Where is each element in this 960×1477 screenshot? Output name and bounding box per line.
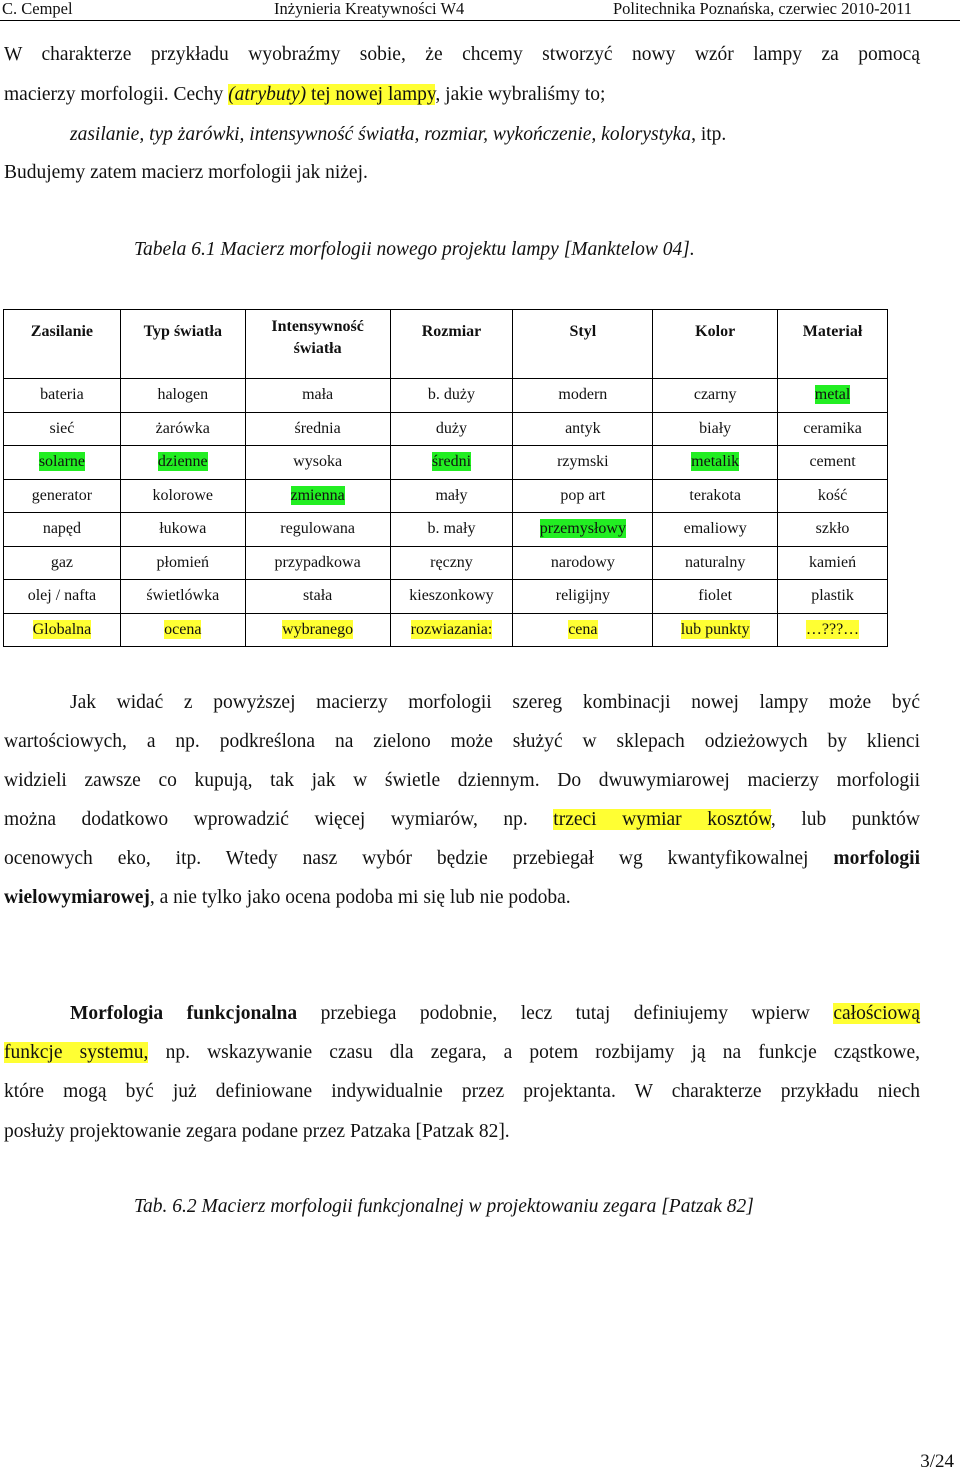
table-cell — [4, 580, 121, 614]
cell-text: kieszonkowy — [409, 587, 494, 605]
table-cell — [245, 580, 390, 614]
cell-text: przypadkowa — [274, 553, 361, 571]
table-cell — [245, 546, 390, 580]
intro-line-3 — [70, 123, 726, 147]
table-cell — [513, 546, 653, 580]
table2-caption: Tab. 6.2 Macierz morfologii funkcjonalnej w projektowaniu zegara [Patzak 82] — [134, 1196, 754, 1217]
table-cell — [778, 613, 888, 647]
cell-text: duży — [435, 419, 468, 437]
cell-text: fiolet — [698, 587, 733, 605]
para2-line-4 — [4, 808, 920, 832]
header-zasilanie: Zasilanie — [4, 310, 121, 379]
intro-line-2 — [4, 83, 605, 107]
para2-text: , a nie tylko jako ocena podoba mi się lub nie podoba. — [149, 887, 571, 908]
cell-text: …???… — [805, 620, 860, 638]
cell-text: antyk — [565, 419, 601, 437]
table-cell — [4, 613, 121, 647]
table-cell — [778, 546, 888, 580]
table-cell — [245, 613, 390, 647]
header-styl: Styl — [513, 310, 653, 379]
table-cell — [4, 513, 121, 547]
cell-text: ręczny — [430, 553, 473, 571]
cell-text: kamień — [808, 553, 857, 571]
system-function-highlight: funkcje systemu, — [4, 1042, 149, 1063]
cell-text: cena — [568, 620, 598, 638]
cell-text: b. mały — [427, 520, 476, 538]
cell-text: szkło — [815, 520, 850, 538]
cell-text: dzienne — [157, 453, 208, 471]
cell-text: generator — [31, 486, 93, 504]
header-author: C. Cempel — [2, 0, 73, 18]
cell-text: modern — [558, 386, 608, 404]
table-cell — [778, 513, 888, 547]
cell-text: cement — [809, 453, 856, 471]
cell-text: plastik — [811, 587, 854, 605]
table-cell — [778, 479, 888, 513]
table-cell — [245, 513, 390, 547]
table1-caption: Tabela 6.1 Macierz morfologii nowego projektu lampy [Manktelow 04]. — [134, 239, 695, 260]
lamp-highlight: tej nowej lampy — [306, 84, 436, 105]
cell-text: naturalny — [684, 553, 746, 571]
cell-text: zmienna — [290, 486, 345, 504]
morphology-table — [3, 309, 888, 647]
cell-text: sieć — [49, 419, 75, 437]
cell-text: żarówka — [155, 419, 210, 437]
para2-line-2: wartościowych, a np. podkreślona na zielono może służyć w sklepach odzieżowych by klienci — [4, 731, 920, 752]
table-cell — [653, 546, 778, 580]
table-cell — [245, 479, 390, 513]
table-cell — [4, 546, 121, 580]
table-row — [4, 613, 888, 647]
header-course: Inżynieria Kreatywności W4 — [274, 0, 465, 18]
table-cell — [245, 446, 390, 480]
table-cell — [653, 580, 778, 614]
table-cell — [390, 446, 513, 480]
table-cell — [390, 613, 513, 647]
para3-line-1 — [70, 1002, 920, 1026]
table-cell — [513, 379, 653, 413]
intro-text: macierzy morfologii. Cechy — [4, 84, 229, 105]
para2-line-1: Jak widać z powyższej macierzy morfologii szereg kombinacji nowej lampy może być — [70, 692, 920, 713]
table-cell — [120, 479, 245, 513]
cell-text: pop art — [560, 486, 606, 504]
table-cell — [120, 613, 245, 647]
bold-term: morfologii — [833, 848, 920, 869]
table-cell — [653, 513, 778, 547]
cell-text: rzymski — [557, 453, 609, 471]
table-row — [4, 379, 888, 413]
cell-text: biały — [699, 419, 732, 437]
para3-text: przebiega podobnie, lecz tutaj definiujemy wpierw — [297, 1003, 834, 1024]
bold-term: Morfologia funkcjonalna — [70, 1003, 298, 1024]
cell-text: bateria — [40, 386, 84, 404]
cell-text: rozwiazania: — [410, 620, 493, 638]
table-row — [4, 546, 888, 580]
table-cell — [390, 546, 513, 580]
cell-text: kość — [817, 486, 848, 504]
table-cell — [513, 580, 653, 614]
cell-text: regulowana — [280, 520, 355, 538]
table-cell — [390, 479, 513, 513]
cell-text: gaz — [50, 553, 74, 571]
para3-line-2 — [4, 1041, 920, 1065]
table-cell — [120, 513, 245, 547]
header-kolor: Kolor — [653, 310, 778, 379]
table-cell — [653, 613, 778, 647]
para2-text: , lub punktów — [770, 809, 920, 830]
table-cell — [653, 412, 778, 446]
attributes-highlight: (atrybuty) — [228, 84, 307, 105]
table-cell — [513, 446, 653, 480]
table-row — [4, 580, 888, 614]
table-cell — [120, 546, 245, 580]
para3-text: np. wskazywanie czasu dla zegara, a potem rozbijamy ją na funkcje cząstkowe, — [148, 1042, 920, 1063]
cell-text: narodowy — [550, 553, 615, 571]
cell-text: halogen — [157, 386, 209, 404]
cell-text: lub punkty — [680, 620, 750, 638]
table-cell — [4, 446, 121, 480]
cell-text: olej / nafta — [27, 587, 97, 605]
para2-text: ocenowych eko, itp. Wtedy nasz wybór będzie przebiegał wg kwantyfikowalnej — [4, 848, 834, 869]
header-intensywnosc-line-1: Intensywność — [271, 318, 364, 335]
para2-line-6 — [4, 886, 571, 910]
table-cell — [245, 379, 390, 413]
table-cell — [778, 446, 888, 480]
cell-text: mały — [435, 486, 468, 504]
whole-highlight: całościową — [833, 1003, 920, 1024]
cell-text: płomień — [156, 553, 209, 571]
table-cell — [653, 479, 778, 513]
table-cell — [513, 613, 653, 647]
table-cell — [390, 412, 513, 446]
table-cell — [120, 412, 245, 446]
cell-text: religijny — [555, 587, 610, 605]
table-cell — [513, 513, 653, 547]
table-cell — [778, 379, 888, 413]
table-cell — [390, 580, 513, 614]
cell-text: metalik — [691, 453, 740, 471]
table-header-row — [4, 310, 888, 379]
cost-dimension-highlight: trzeci wymiar kosztów — [553, 809, 771, 830]
table-cell — [513, 479, 653, 513]
cell-text: wysoka — [293, 453, 343, 471]
attributes-list: zasilanie, typ żarówki, intensywność światła, rozmiar, wykończenie, kolorystyka — [70, 124, 692, 145]
table-cell — [4, 479, 121, 513]
table-cell — [778, 580, 888, 614]
intro-line-1: W charakterze przykładu wyobraźmy sobie, że chcemy stworzyć nowy wzór lampy za pomocą — [4, 44, 920, 65]
header-material: Materiał — [778, 310, 888, 379]
cell-text: przemysłowy — [539, 520, 626, 538]
cell-text: stała — [302, 587, 333, 605]
intro-text: , jakie wybraliśmy to; — [435, 84, 606, 105]
cell-text: czarny — [693, 386, 737, 404]
table-cell — [120, 580, 245, 614]
page-number: 3/24 — [920, 1451, 954, 1472]
table-row — [4, 412, 888, 446]
cell-text: średnia — [294, 419, 341, 437]
cell-text: świetlówka — [146, 587, 220, 605]
cell-text: b. duży — [427, 386, 476, 404]
cell-text: terakota — [689, 486, 741, 504]
para2-line-5 — [4, 847, 920, 871]
table-cell — [4, 379, 121, 413]
cell-text: ocena — [164, 620, 202, 638]
cell-text: ceramika — [803, 419, 862, 437]
cell-text: emaliowy — [683, 520, 747, 538]
header-rozmiar: Rozmiar — [390, 310, 513, 379]
para3-line-3: które mogą być już definiowane indywidualnie przez projektanta. W charakterze przykładu niech — [4, 1081, 920, 1102]
table-cell — [390, 513, 513, 547]
cell-text: metal — [814, 386, 851, 404]
cell-text: mała — [302, 386, 334, 404]
table-cell — [778, 412, 888, 446]
intro-text: , itp. — [691, 124, 727, 145]
table-row — [4, 479, 888, 513]
table-cell — [390, 379, 513, 413]
para2-text: można dodatkowo wprowadzić więcej wymiarów, np. — [4, 809, 554, 830]
table-row — [4, 446, 888, 480]
table-cell — [245, 412, 390, 446]
header-university: Politechnika Poznańska, czerwiec 2010-2011 — [612, 0, 912, 18]
intro-line-4: Budujemy zatem macierz morfologii jak niżej. — [4, 162, 368, 183]
table-cell — [4, 412, 121, 446]
cell-text: łukowa — [159, 520, 207, 538]
table-body — [4, 379, 888, 647]
table-cell — [653, 446, 778, 480]
cell-text: solarne — [38, 453, 86, 471]
table-cell — [653, 379, 778, 413]
header-intensywnosc-line-2: światła — [293, 340, 342, 357]
para3-line-4: posłuży projektowanie zegara podane przez Patzaka [Patzak 82]. — [4, 1121, 510, 1142]
header-intensywnosc — [245, 310, 390, 379]
header-typ-swiatla: Typ światła — [120, 310, 245, 379]
table-cell — [120, 379, 245, 413]
page-header — [0, 0, 960, 21]
cell-text: średni — [431, 453, 472, 471]
table-row — [4, 513, 888, 547]
cell-text: napęd — [42, 520, 82, 538]
table-cell — [513, 412, 653, 446]
cell-text: wybranego — [282, 620, 354, 638]
cell-text: kolorowe — [152, 486, 213, 504]
para2-line-3: widzieli zawsze co kupują, tak jak w świetle dziennym. Do dwuwymiarowej macierzy morfologii — [4, 770, 920, 791]
bold-term: wielowymiarowej — [4, 887, 150, 908]
table-cell — [120, 446, 245, 480]
cell-text: Globalna — [32, 620, 92, 638]
